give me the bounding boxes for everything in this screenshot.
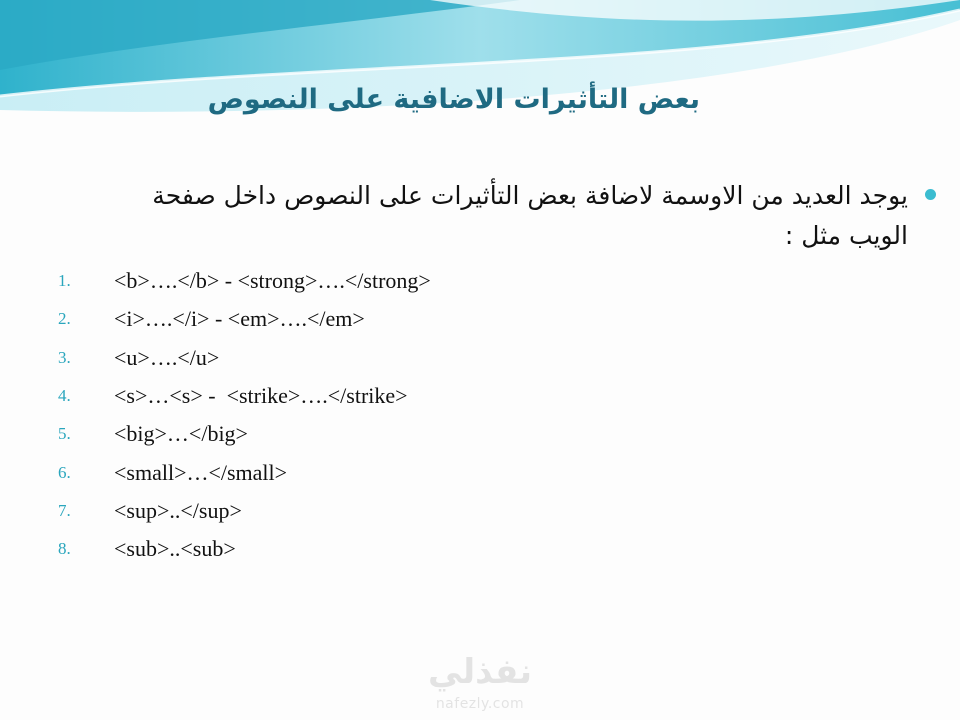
bullet-paragraph [108, 176, 908, 256]
list-item-number: 2. [58, 309, 71, 329]
list-item-number: 5. [58, 424, 71, 444]
watermark-url: nafezly.com [435, 696, 525, 712]
list-item-number: 8. [58, 539, 71, 559]
tag-list [58, 262, 658, 568]
list-item-text: <sub>..<sub> [114, 536, 236, 562]
list-item [58, 377, 658, 415]
list-item [58, 530, 658, 568]
slide-title: بعض التأثيرات الاضافية على النصوص [207, 84, 700, 115]
bullet-dot-icon [925, 189, 936, 200]
list-item [58, 339, 658, 377]
list-item-number: 7. [58, 500, 71, 520]
list-item-number: 6. [58, 462, 71, 482]
list-item-text: <u>….</u> [114, 344, 220, 370]
list-item-number: 3. [58, 347, 71, 367]
list-item [58, 300, 658, 338]
list-item [58, 492, 658, 530]
list-item-text: <b>….</b> - <strong>….</strong> [114, 268, 431, 294]
list-item [58, 453, 658, 491]
list-item [58, 262, 658, 300]
list-item-text: <i>….</i> - <em>….</em> [114, 306, 365, 332]
list-item-text: <sup>..</sup> [114, 497, 242, 523]
list-item-number: 1. [58, 271, 71, 291]
list-item-text: <big>…</big> [114, 421, 248, 447]
watermark-logo: نفذلي [427, 652, 533, 692]
list-item-text: <s>…<s> - <strike>….</strike> [114, 383, 408, 409]
bullet-text: يوجد العديد من الاوسمة لاضافة بعض التأثيرات على النصوص داخل صفحة الويب مثل : [152, 181, 908, 250]
list-item-number: 4. [58, 386, 71, 406]
watermark [418, 652, 542, 716]
list-item [58, 415, 658, 453]
list-item-text: <small>…</small> [114, 459, 288, 485]
